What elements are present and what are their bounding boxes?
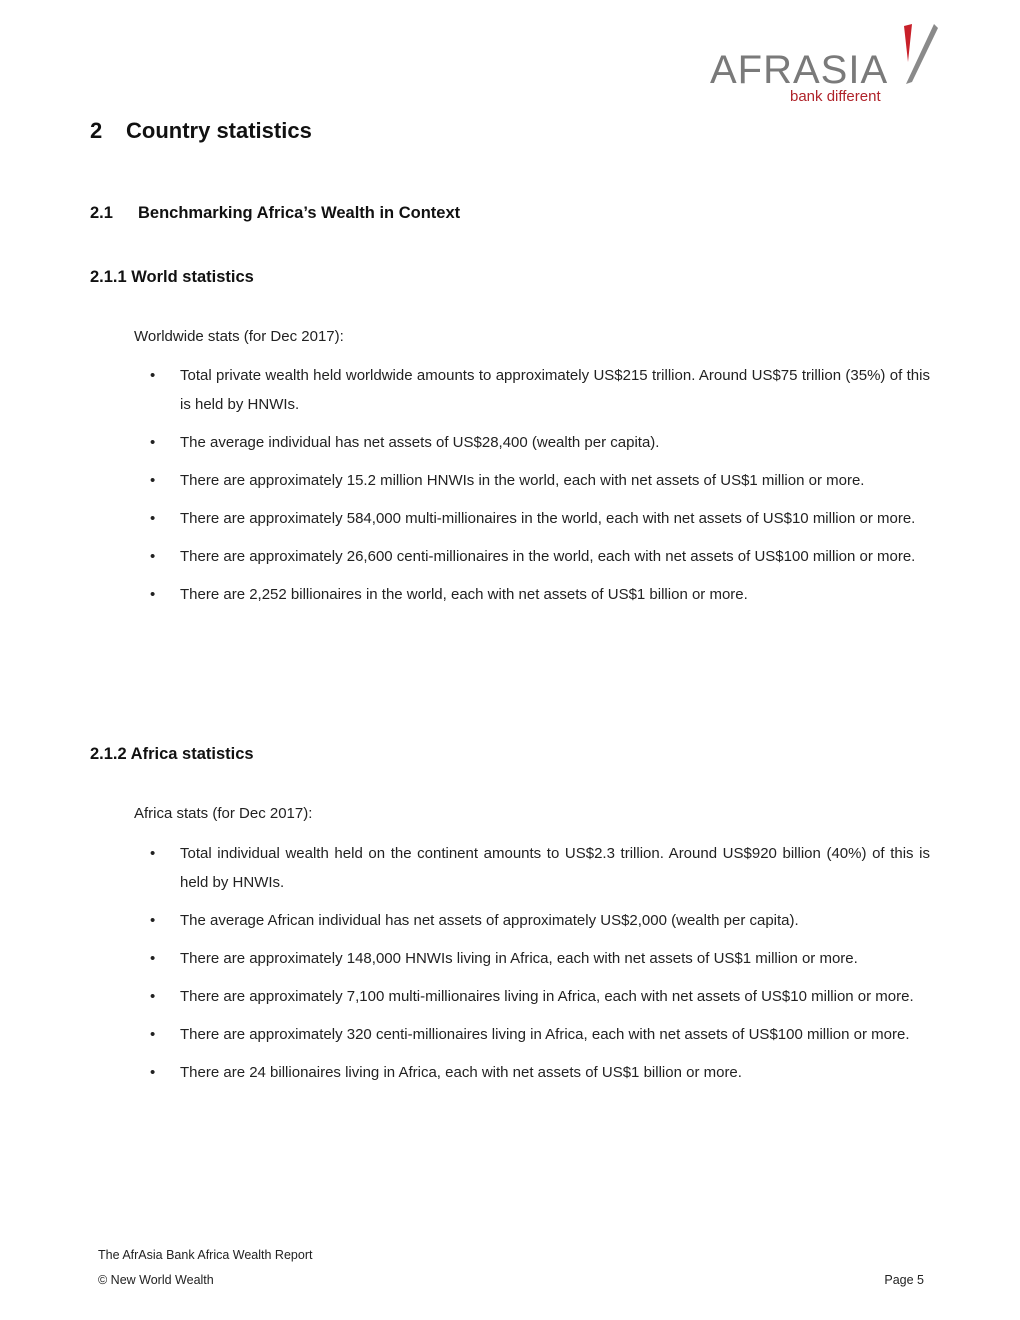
bullet-icon: • [150,586,156,603]
bullet-icon: • [150,548,156,565]
bullet-icon: • [150,950,156,967]
page-number: Page 5 [884,1273,924,1287]
africa-bullet-list [146,839,930,1096]
list-item: • There are approximately 320 centi-millionaires living in Africa, each with net assets of US$100 million or more. [146,1020,930,1049]
footer-report-title: The AfrAsia Bank Africa Wealth Report [98,1248,313,1262]
bullet-icon: • [150,845,156,862]
section-heading [90,118,312,144]
bullet-icon: • [150,472,156,489]
bullet-icon: • [150,1026,156,1043]
afrasia-logo [708,18,936,108]
section-title: Country statistics [126,118,312,143]
bullet-icon: • [150,510,156,527]
logo-wordmark: AFRASIA [710,48,889,92]
list-item: • There are approximately 7,100 multi-millionaires living in Africa, each with net assets of US$10 million or more. [146,982,930,1011]
list-item: • There are approximately 584,000 multi-millionaires in the world, each with net assets of US$10 million or more. [146,504,930,533]
world-intro: Worldwide stats (for Dec 2017): [134,328,344,345]
list-item: • The average African individual has net assets of approximately US$2,000 (wealth per capita). [146,906,930,935]
list-item: • There are 2,252 billionaires in the world, each with net assets of US$1 billion or more. [146,580,930,609]
subsection-title: Benchmarking Africa’s Wealth in Context [138,204,461,222]
logo-swoosh-icon [882,22,938,88]
africa-intro: Africa stats (for Dec 2017): [134,805,313,822]
bullet-icon: • [150,1064,156,1081]
list-item: • Total private wealth held worldwide amounts to approximately US$215 trillion. Around US$75 trillion (35%) of this is held by HNWIs. [146,361,930,419]
bullet-icon: • [150,434,156,451]
section-number: 2 [90,118,103,143]
list-item: • There are approximately 148,000 HNWIs living in Africa, each with net assets of US$1 million or more. [146,944,930,973]
list-item: • There are 24 billionaires living in Africa, each with net assets of US$1 billion or more. [146,1058,930,1087]
list-item: • There are approximately 26,600 centi-millionaires in the world, each with net assets of US$100 million or more. [146,542,930,571]
bullet-icon: • [150,988,156,1005]
africa-statistics-heading: 2.1.2 Africa statistics [90,745,254,763]
footer-copyright: © New World Wealth [98,1273,214,1287]
subsection-heading [90,204,460,223]
bullet-icon: • [150,367,156,384]
list-item: • The average individual has net assets of US$28,400 (wealth per capita). [146,428,930,457]
list-item: • There are approximately 15.2 million HNWIs in the world, each with net assets of US$1 million or more. [146,466,930,495]
world-bullet-list [146,361,930,618]
world-statistics-heading: 2.1.1 World statistics [90,268,254,286]
logo-tagline: bank different [790,88,881,105]
list-item: • Total individual wealth held on the continent amounts to US$2.3 trillion. Around US$920 billion (40%) of this is held by HNWIs. [146,839,930,897]
bullet-icon: • [150,912,156,929]
subsection-number: 2.1 [90,204,113,222]
